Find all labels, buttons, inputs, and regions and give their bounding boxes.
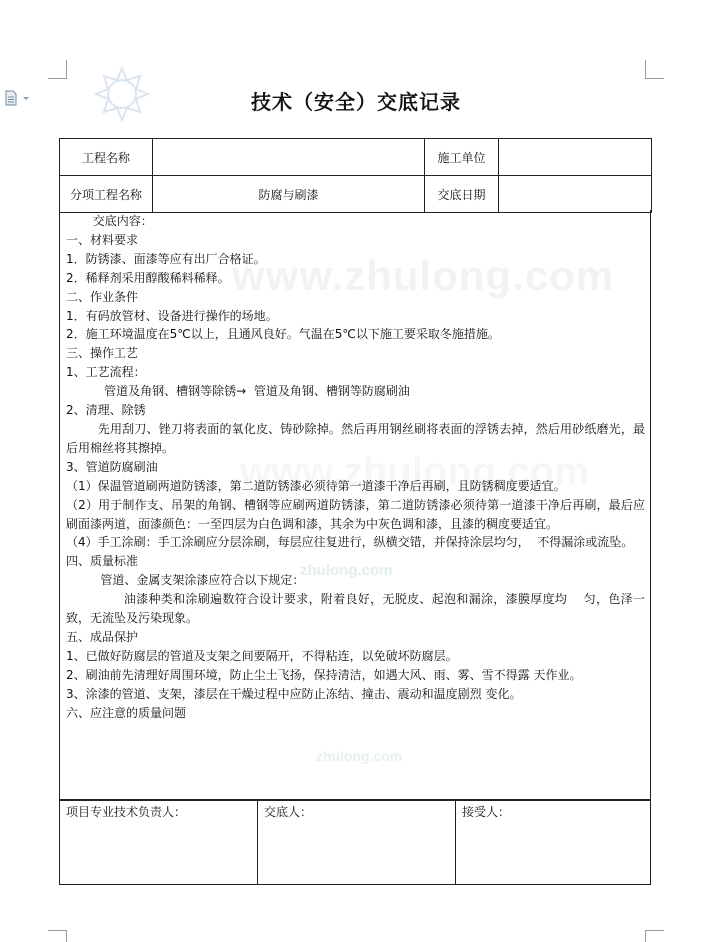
- content-line: 3、涂漆的管道、支架，漆层在干燥过程中应防止冻结、撞击、震动和温度剧烈 变化。: [66, 686, 522, 701]
- watermark-text: zhulong.com: [316, 748, 403, 764]
- construction-unit-value[interactable]: [499, 139, 652, 176]
- table-row: [60, 139, 652, 176]
- date-value[interactable]: [499, 176, 652, 213]
- content-line: 管道及角钢、槽钢等除锈→ 管道及角钢、槽钢等防腐刷油: [66, 384, 410, 399]
- watermark-text: www.zhulong.com: [232, 252, 615, 299]
- content-line: 一、材料要求: [66, 232, 139, 247]
- content-line: 交底内容：: [66, 214, 153, 228]
- margin-mark-bottom-right: [645, 930, 664, 942]
- content-line: 五、成品保护: [66, 629, 139, 644]
- receiver-label: 接受人：: [462, 805, 511, 819]
- content-line: 六、应注意的质量问题: [66, 705, 187, 720]
- project-name-value[interactable]: [153, 139, 425, 176]
- table-row: [60, 176, 652, 213]
- content-line: 油漆种类和涂刷遍数符合设计要求，附着良好，无脱皮、起泡和漏涂，漆膜厚度均 匀，色泽一致，无流坠及污染现象。: [66, 592, 645, 626]
- watermark-text: zhulong.com: [300, 562, 393, 579]
- info-table: [59, 138, 652, 213]
- margin-mark-bottom-left: [48, 930, 67, 942]
- content-line: （2）用于制作支、吊架的角钢、槽钢等应刷两道防锈漆，第二道防锈漆必须待第一道漆干净后再刷，最后应刷面漆两道，面漆颜色：一至四层为白色调和漆，其余为中灰色调和漆，且漆的稠度要适宜。: [66, 497, 645, 531]
- sub-project-value[interactable]: 防腐与刷漆: [153, 176, 425, 213]
- content-line: 1、已做好防腐层的管道及支架之间要隔开，不得粘连，以免破坏防腐层。: [66, 648, 458, 663]
- content-line: 先用刮刀、锉刀将表面的氧化皮、铸砂除掉。然后再用钢丝刷将表面的浮锈去掉，然后用砂纸磨光，最后用棉丝将其擦掉。: [66, 421, 645, 455]
- signature-row: [59, 800, 651, 885]
- date-label: 交底日期: [425, 176, 499, 213]
- sub-project-label: 分项工程名称: [60, 176, 153, 213]
- project-name-label: 工程名称: [60, 139, 153, 176]
- content-line: 四、质量标准: [66, 554, 139, 569]
- briefing-content[interactable]: [59, 210, 651, 800]
- margin-mark-top-left: [48, 60, 67, 79]
- tech-lead-signature-cell[interactable]: [60, 801, 257, 884]
- content-line: 1、工艺流程：: [66, 365, 146, 380]
- content-line: 2、清理、除锈: [66, 403, 146, 418]
- content-line: 2、刷油前先清理好周围环境，防止尘土飞扬，保持清洁，如遇大风、雨、雾、雪不得露 天作业。: [66, 667, 582, 682]
- briefer-label: 交底人：: [264, 805, 313, 819]
- content-line: 2．施工环境温度在5℃以上，且通风良好。气温在5℃以下施工要采取冬施措施。: [66, 327, 500, 342]
- content-line: （4）手工涂刷：手工涂刷应分层涂刷，每层应往复进行，纵横交错，并保持涂层均匀， 不得漏涂或流坠。: [66, 535, 634, 550]
- briefer-signature-cell[interactable]: [257, 801, 455, 884]
- content-line: 管道、金属支架涂漆应符合以下规定：: [66, 573, 305, 588]
- tech-lead-label: 项目专业技术负责人：: [66, 805, 187, 819]
- content-line: 2．稀释剂采用醇酸稀料稀释。: [66, 270, 230, 285]
- receiver-signature-cell[interactable]: [455, 801, 650, 884]
- content-line: 二、作业条件: [66, 289, 139, 304]
- content-line: 1．防锈漆、面漆等应有出厂合格证。: [66, 251, 266, 266]
- content-line: 三、操作工艺: [66, 346, 139, 361]
- margin-mark-top-right: [645, 60, 664, 79]
- document-title: 技术（安全）交底记录: [251, 90, 461, 114]
- content-line: 1．有码放管材、设备进行操作的场地。: [66, 308, 278, 323]
- construction-unit-label: 施工单位: [425, 139, 499, 176]
- content-line: 3、管道防腐刷油: [66, 459, 158, 474]
- content-line: （1）保温管道刷两道防锈漆，第二道防锈漆必须待第一道漆干净后再刷，且防锈稠度要适宜。: [66, 478, 566, 493]
